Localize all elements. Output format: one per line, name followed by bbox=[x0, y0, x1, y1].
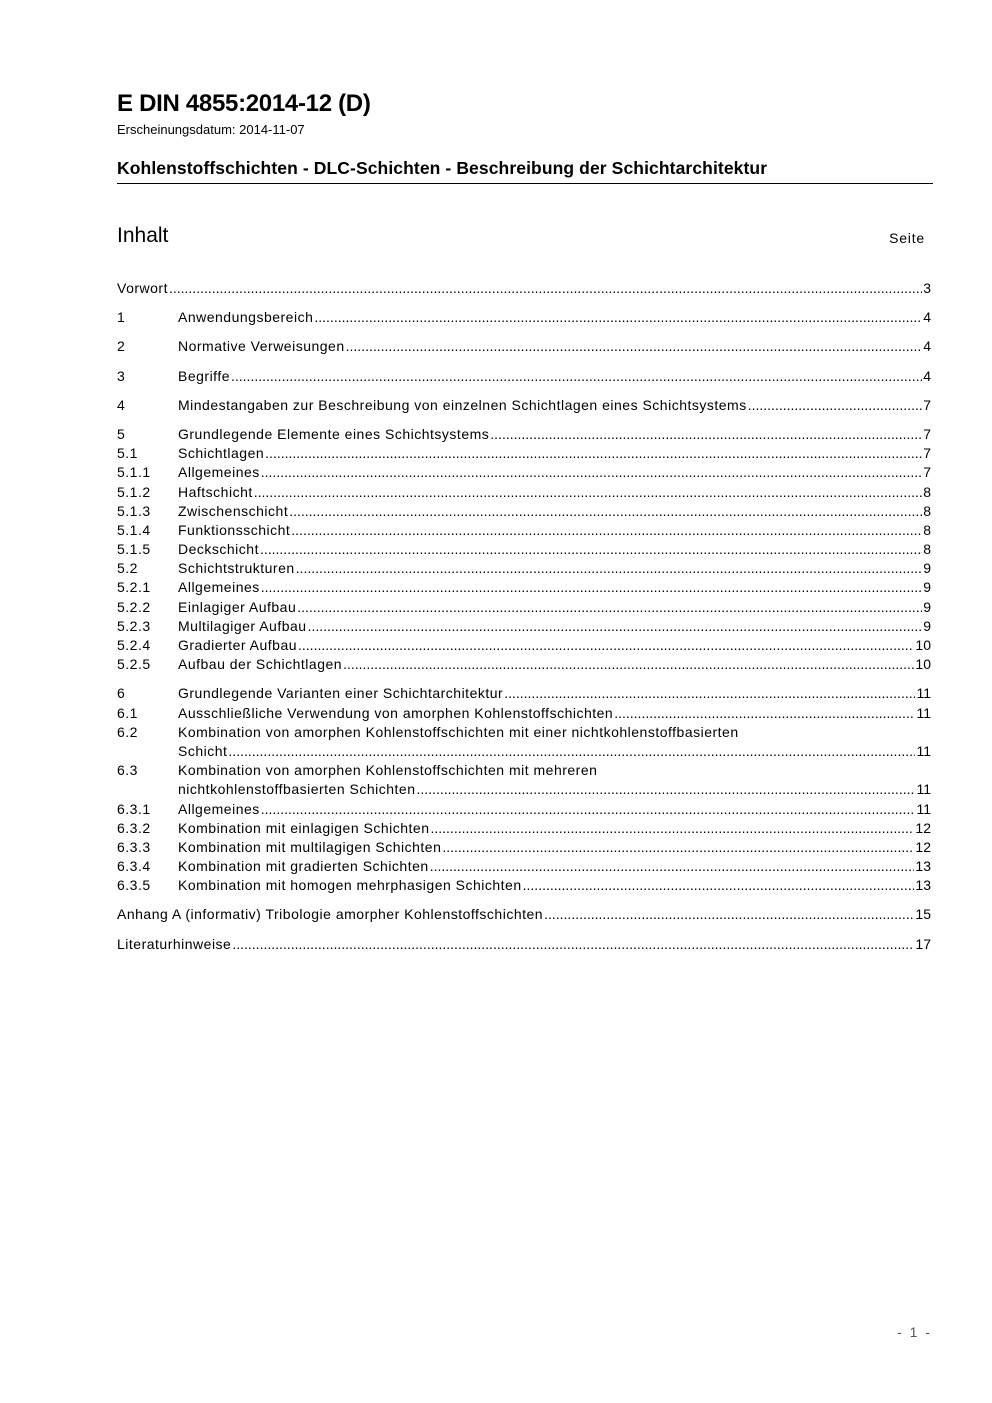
toc-entry-number: 5 bbox=[117, 425, 126, 442]
toc-entry-title: Allgemeines bbox=[178, 464, 260, 481]
toc-entry-number: 3 bbox=[117, 367, 126, 384]
toc-dot-leader bbox=[261, 800, 916, 819]
toc-entry-body bbox=[178, 704, 931, 723]
toc-entry-number: 5.1.3 bbox=[117, 502, 151, 519]
toc-entry-body bbox=[117, 279, 931, 298]
table-of-contents bbox=[117, 279, 931, 954]
toc-entry-title: Allgemeines bbox=[178, 800, 260, 817]
toc-dot-leader bbox=[254, 483, 922, 502]
toc-entry[interactable] bbox=[117, 704, 931, 723]
toc-entry-page: 12 bbox=[915, 819, 931, 836]
toc-entry-body bbox=[178, 483, 931, 502]
toc-entry-line bbox=[178, 502, 931, 521]
toc-entry[interactable] bbox=[117, 308, 931, 327]
toc-dot-leader bbox=[298, 636, 914, 655]
toc-entry-title: Schicht bbox=[178, 742, 228, 759]
toc-entry[interactable] bbox=[117, 655, 931, 674]
toc-entry-body bbox=[178, 857, 931, 876]
toc-entry-number: 5.2.3 bbox=[117, 617, 151, 634]
document-title: Kohlenstoffschichten - DLC-Schichten - Beschreibung der Schichtarchitektur bbox=[117, 158, 768, 178]
toc-entry-line bbox=[178, 636, 931, 655]
toc-entry[interactable] bbox=[117, 761, 931, 799]
toc-entry[interactable] bbox=[117, 935, 931, 954]
toc-entry-title: Aufbau der Schichtlagen bbox=[178, 656, 343, 673]
toc-entry-title: Literaturhinweise bbox=[117, 935, 232, 952]
toc-entry-title: Grundlegende Varianten einer Schichtarchitektur bbox=[178, 685, 504, 702]
toc-entry-page: 9 bbox=[923, 617, 931, 634]
toc-entry-title: Schichtstrukturen bbox=[178, 560, 295, 577]
toc-entry-page: 9 bbox=[923, 598, 931, 615]
toc-entry-page: 9 bbox=[923, 579, 931, 596]
toc-dot-leader bbox=[748, 396, 922, 415]
toc-entry-line bbox=[178, 396, 931, 415]
toc-entry-title: Gradierter Aufbau bbox=[178, 637, 298, 653]
toc-entry-line bbox=[178, 444, 931, 463]
toc-entry-page: 11 bbox=[916, 742, 931, 759]
toc-dot-leader bbox=[430, 819, 914, 838]
toc-entry-page: 4 bbox=[923, 367, 931, 384]
toc-entry-body bbox=[178, 559, 931, 578]
toc-entry-body bbox=[178, 838, 931, 857]
toc-entry-title: Vorwort bbox=[117, 280, 168, 296]
toc-entry-line bbox=[178, 838, 931, 857]
toc-entry-line bbox=[178, 540, 931, 559]
toc-entry-body bbox=[178, 598, 931, 617]
toc-dot-leader bbox=[314, 308, 922, 327]
toc-entry-page: 12 bbox=[915, 838, 931, 855]
toc-entry-title: Funktionsschicht bbox=[178, 521, 291, 538]
toc-entry[interactable] bbox=[117, 521, 931, 540]
toc-entry-page: 11 bbox=[916, 685, 931, 702]
toc-entry-number: 6.1 bbox=[117, 704, 138, 721]
toc-entry-line bbox=[178, 559, 931, 578]
toc-entry-body bbox=[178, 444, 931, 463]
toc-entry-line bbox=[117, 935, 931, 954]
toc-entry-line bbox=[178, 598, 931, 617]
toc-entry-body bbox=[178, 684, 931, 703]
toc-entry-number: 5.1.2 bbox=[117, 483, 151, 500]
toc-entry-line bbox=[178, 578, 931, 597]
toc-dot-leader bbox=[265, 444, 922, 463]
toc-entry-number: 6.3 bbox=[117, 762, 138, 779]
toc-entry-line bbox=[178, 704, 931, 723]
toc-entry-page: 11 bbox=[916, 704, 931, 721]
toc-entry-number: 5.1 bbox=[117, 445, 138, 462]
toc-entry-number: 4 bbox=[117, 396, 126, 413]
toc-entry-body bbox=[178, 463, 931, 482]
toc-entry-body bbox=[117, 905, 931, 924]
toc-entry-number: 6.3.4 bbox=[117, 858, 151, 875]
toc-dot-leader bbox=[296, 559, 923, 578]
toc-entry-line bbox=[178, 367, 931, 386]
toc-dot-leader bbox=[308, 617, 923, 636]
toc-entry[interactable] bbox=[117, 905, 931, 924]
toc-entry-title: Ausschließliche Verwendung von amorphen Kohlenstoffschichten bbox=[178, 704, 614, 721]
toc-entry-number: 5.1.4 bbox=[117, 521, 151, 538]
toc-entry-line bbox=[178, 337, 931, 356]
toc-entry-title: Begriffe bbox=[178, 367, 230, 384]
toc-entry-line bbox=[178, 780, 931, 799]
toc-entry-title: Schichtlagen bbox=[178, 445, 265, 462]
toc-entry[interactable] bbox=[117, 876, 931, 895]
toc-entry-number: 1 bbox=[117, 309, 126, 326]
toc-dot-leader bbox=[544, 905, 914, 924]
toc-entry[interactable] bbox=[117, 279, 931, 298]
toc-heading: Inhalt bbox=[117, 224, 169, 247]
toc-entry-title: Haftschicht bbox=[178, 483, 253, 500]
toc-entry[interactable] bbox=[117, 559, 931, 578]
toc-entry-title: Kombination mit einlagigen Schichten bbox=[178, 819, 430, 836]
toc-entry-number: 6.3.2 bbox=[117, 819, 151, 836]
toc-entry-body bbox=[117, 935, 931, 954]
toc-entry-number: 5.2.2 bbox=[117, 598, 151, 615]
toc-entry-page: 10 bbox=[915, 637, 931, 653]
toc-entry-page: 11 bbox=[916, 781, 931, 798]
toc-entry[interactable] bbox=[117, 723, 931, 761]
toc-entry[interactable] bbox=[117, 800, 931, 819]
toc-entry[interactable] bbox=[117, 396, 931, 415]
toc-entry-title: nichtkohlenstoffbasierten Schichten bbox=[178, 781, 416, 798]
toc-dot-leader bbox=[346, 337, 923, 356]
toc-entry-number: 6.3.3 bbox=[117, 838, 151, 855]
toc-entry-line bbox=[178, 521, 931, 540]
toc-entry-line bbox=[178, 800, 931, 819]
toc-entry-number: 6.3.1 bbox=[117, 800, 151, 817]
toc-entry-line bbox=[178, 483, 931, 502]
toc-dot-leader bbox=[523, 876, 915, 895]
toc-dot-leader bbox=[490, 425, 922, 444]
toc-entry[interactable] bbox=[117, 444, 931, 463]
toc-dot-leader bbox=[614, 704, 915, 723]
toc-entry[interactable] bbox=[117, 819, 931, 838]
toc-entry-page: 8 bbox=[923, 521, 931, 538]
toc-entry-body bbox=[178, 337, 931, 356]
toc-entry-page: 8 bbox=[923, 541, 931, 558]
toc-entry-number: 5.1.1 bbox=[117, 464, 151, 481]
toc-entry-page: 8 bbox=[923, 502, 931, 519]
toc-entry-number: 6 bbox=[117, 685, 126, 702]
page-number: - 1 - bbox=[897, 1324, 932, 1340]
toc-dot-leader bbox=[231, 367, 922, 386]
toc-entry-title: Kombination mit multilagigen Schichten bbox=[178, 838, 442, 855]
toc-entry[interactable] bbox=[117, 598, 931, 617]
toc-entry-title: Multilagiger Aufbau bbox=[178, 617, 307, 634]
toc-entry[interactable] bbox=[117, 540, 931, 559]
toc-dot-leader bbox=[169, 279, 922, 298]
toc-entry-title: Grundlegende Elemente eines Schichtsystems bbox=[178, 425, 490, 442]
toc-entry-line bbox=[178, 463, 931, 482]
toc-dot-leader bbox=[297, 598, 922, 617]
toc-entry-body bbox=[178, 636, 931, 655]
toc-entry-body bbox=[178, 723, 931, 761]
toc-entry-title: Kombination mit gradierten Schichten bbox=[178, 858, 429, 875]
toc-entry-number: 2 bbox=[117, 338, 126, 355]
title-divider bbox=[117, 183, 933, 184]
toc-entry-page: 4 bbox=[923, 309, 931, 326]
toc-entry[interactable] bbox=[117, 463, 931, 482]
toc-entry-title-line1: Kombination von amorphen Kohlenstoffschichten mit mehreren bbox=[178, 762, 598, 779]
toc-entry-body bbox=[178, 308, 931, 327]
toc-entry[interactable] bbox=[117, 483, 931, 502]
toc-entry[interactable] bbox=[117, 367, 931, 386]
toc-page-column-label: Seite bbox=[889, 230, 925, 246]
toc-entry-title-line1: Kombination von amorphen Kohlenstoffschichten mit einer nichtkohlenstoffbasierten bbox=[178, 723, 739, 740]
toc-entry-page: 7 bbox=[923, 445, 931, 462]
toc-entry[interactable] bbox=[117, 337, 931, 356]
toc-entry[interactable] bbox=[117, 502, 931, 521]
toc-entry-body bbox=[178, 617, 931, 636]
toc-entry-body bbox=[178, 367, 931, 386]
toc-dot-leader bbox=[232, 935, 914, 954]
toc-entry-number: 5.2.4 bbox=[117, 637, 151, 653]
toc-dot-leader bbox=[260, 540, 922, 559]
toc-entry-line bbox=[117, 905, 931, 924]
toc-entry[interactable] bbox=[117, 578, 931, 597]
toc-entry[interactable] bbox=[117, 636, 931, 655]
toc-entry-number: 5.2.1 bbox=[117, 579, 151, 596]
toc-dot-leader bbox=[343, 655, 914, 674]
toc-entry[interactable] bbox=[117, 617, 931, 636]
toc-entry-line bbox=[178, 655, 931, 674]
toc-entry-line bbox=[178, 819, 931, 838]
toc-dot-leader bbox=[289, 502, 922, 521]
toc-entry-page: 7 bbox=[923, 396, 931, 413]
toc-entry[interactable] bbox=[117, 838, 931, 857]
toc-entry-body bbox=[178, 655, 931, 674]
toc-entry-title: Kombination mit homogen mehrphasigen Schichten bbox=[178, 877, 522, 894]
toc-entry[interactable] bbox=[117, 857, 931, 876]
toc-entry-title: Allgemeines bbox=[178, 579, 260, 596]
toc-entry-page: 9 bbox=[923, 560, 931, 577]
toc-entry-body bbox=[178, 876, 931, 895]
toc-entry-page: 15 bbox=[915, 906, 931, 923]
toc-entry-page: 4 bbox=[923, 338, 931, 355]
toc-entry-body bbox=[178, 761, 931, 799]
toc-entry-title: Anwendungsbereich bbox=[178, 309, 314, 326]
toc-entry-line bbox=[178, 857, 931, 876]
toc-entry-page: 8 bbox=[923, 483, 931, 500]
toc-entry-page: 17 bbox=[915, 935, 931, 952]
toc-dot-leader bbox=[504, 684, 915, 703]
toc-entry-number: 5.1.5 bbox=[117, 541, 151, 558]
toc-entry-title: Zwischenschicht bbox=[178, 502, 289, 519]
toc-entry-body bbox=[178, 800, 931, 819]
toc-entry-page: 13 bbox=[915, 858, 931, 875]
toc-entry-line bbox=[178, 742, 931, 761]
toc-entry-line bbox=[178, 308, 931, 327]
toc-entry-number: 5.2 bbox=[117, 560, 138, 577]
toc-entry-page: 7 bbox=[923, 425, 931, 442]
toc-dot-leader bbox=[442, 838, 914, 857]
toc-entry-body bbox=[178, 578, 931, 597]
publication-date: Erscheinungsdatum: 2014-11-07 bbox=[117, 122, 305, 137]
toc-entry-title: Mindestangaben zur Beschreibung von einzelnen Schichtlagen eines Schichtsystems bbox=[178, 396, 747, 413]
toc-entry-body bbox=[178, 521, 931, 540]
toc-dot-leader bbox=[261, 463, 922, 482]
toc-entry-page: 13 bbox=[915, 877, 931, 894]
toc-entry-title: Normative Verweisungen bbox=[178, 338, 345, 355]
toc-entry-line bbox=[178, 425, 931, 444]
toc-entry-page: 10 bbox=[915, 656, 931, 673]
toc-entry-number: 6.2 bbox=[117, 723, 138, 740]
toc-entry-line bbox=[117, 279, 931, 298]
toc-entry-page: 3 bbox=[923, 280, 931, 296]
toc-dot-leader bbox=[228, 742, 915, 761]
toc-entry-line bbox=[178, 684, 931, 703]
toc-dot-leader bbox=[430, 857, 915, 876]
toc-dot-leader bbox=[417, 780, 916, 799]
toc-entry-number: 6.3.5 bbox=[117, 877, 151, 894]
toc-entry-line bbox=[178, 876, 931, 895]
toc-entry-page: 7 bbox=[923, 464, 931, 481]
toc-entry-line bbox=[178, 617, 931, 636]
toc-entry-body bbox=[178, 540, 931, 559]
toc-entry-body bbox=[178, 819, 931, 838]
toc-entry-title: Anhang A (informativ) Tribologie amorpher Kohlenstoffschichten bbox=[117, 906, 544, 923]
toc-dot-leader bbox=[291, 521, 922, 540]
toc-entry-body bbox=[178, 502, 931, 521]
toc-entry-page: 11 bbox=[916, 800, 931, 817]
toc-entry-body bbox=[178, 396, 931, 415]
document-id: E DIN 4855:2014-12 (D) bbox=[117, 90, 371, 117]
toc-entry-number: 5.2.5 bbox=[117, 656, 151, 673]
toc-entry-body bbox=[178, 425, 931, 444]
toc-entry-title: Einlagiger Aufbau bbox=[178, 598, 297, 615]
toc-entry[interactable] bbox=[117, 425, 931, 444]
toc-entry[interactable] bbox=[117, 684, 931, 703]
toc-dot-leader bbox=[261, 578, 922, 597]
toc-entry-title: Deckschicht bbox=[178, 541, 259, 558]
